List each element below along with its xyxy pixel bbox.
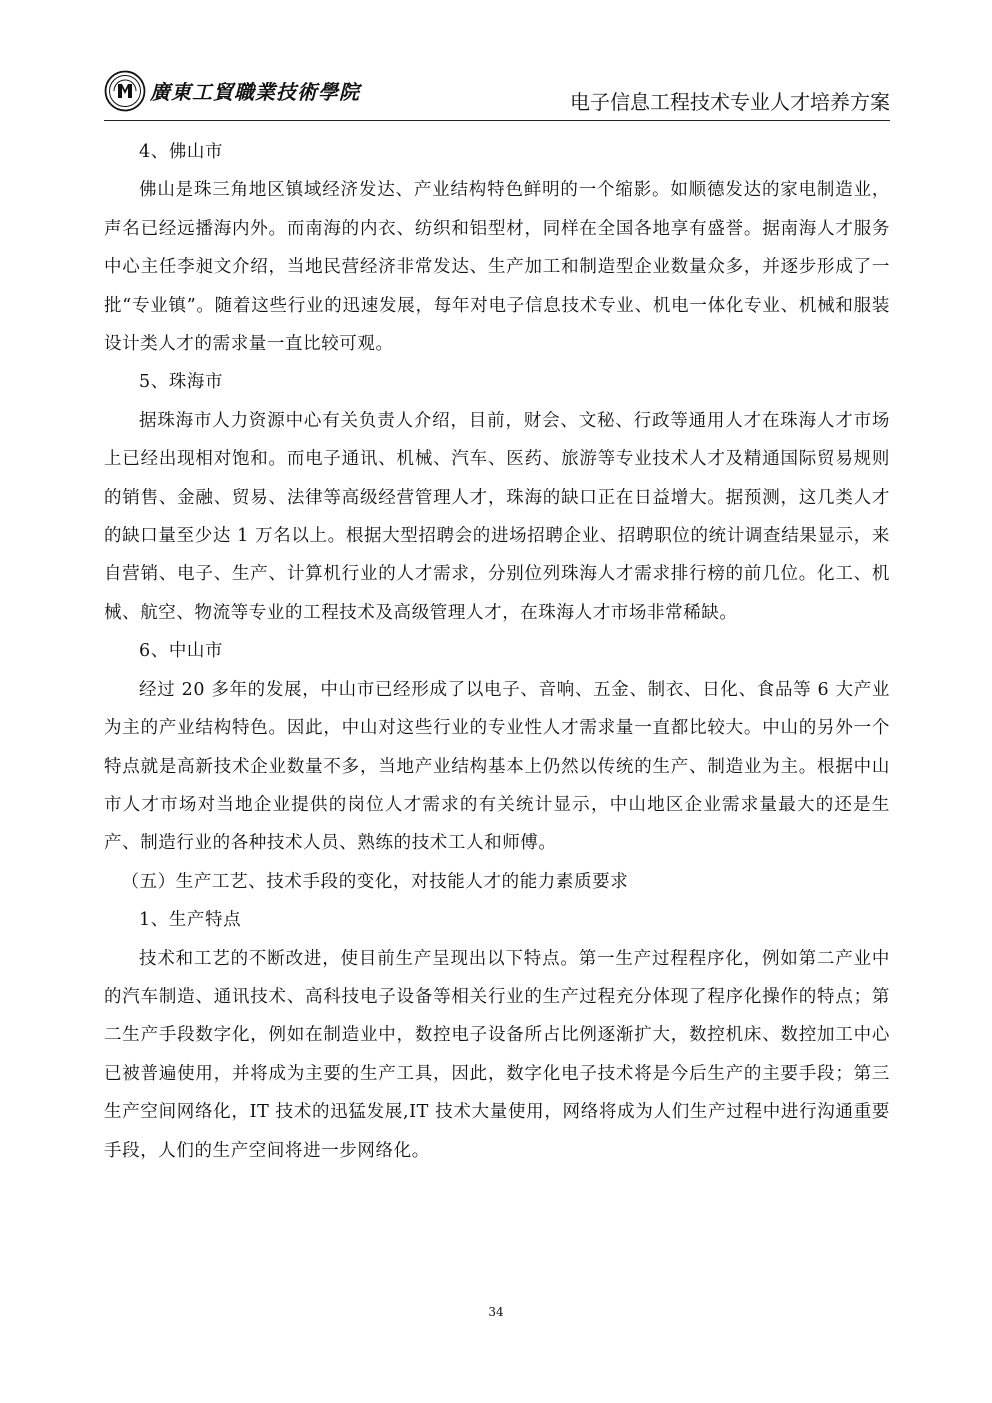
subheading-zhuhai: 5、珠海市 bbox=[139, 372, 224, 393]
subheading-production-features: 1、生产特点 bbox=[139, 910, 242, 931]
school-name: 廣東工貿職業技術學院 bbox=[150, 80, 360, 104]
paragraph-zhuhai: 据珠海市人力资源中心有关负责人介绍，目前，财会、文秘、行政等通用人才在珠海人才市场上已经出现相对饱和。而电子通讯、机械、汽车、医药、旅游等专业技术人才及精通国际贸易规则的销售、金融、贸易、法律等高级经营管理人才，珠海的缺口正在日益增大。据预测，这几类人才的缺口量至少达 1 万名以上。根据大型招聘会的进场招聘企业、招聘职位的统计调查结果显示，来自营销、电子、生产、计算机行业的人才需求，分别位列珠海人才需求排行榜的前几位。化工、机械、航空、物流等专业的工程技术及高级管理人才，在珠海人才市场非常稀缺。 bbox=[104, 410, 890, 623]
document-title: 电子信息工程技术专业人才培养方案 bbox=[570, 90, 890, 114]
header-divider bbox=[104, 120, 890, 121]
paragraph-zhongshan: 经过 20 多年的发展，中山市已经形成了以电子、音响、五金、制衣、日化、食品等 6 大产业为主的产业结构特色。因此，中山对这些行业的专业性人才需求量一直都比较大。中山的另外一个特点就是高新技术企业数量不多，当地产业结构基本上仍然以传统的生产、制造业为主。根据中山市人才市场对当地企业提供的岗位人才需求的有关统计显示，中山地区企业需求量最大的还是生产、制造行业的各种技术人员、熟练的技术工人和师傅。 bbox=[104, 679, 890, 854]
subheading-zhongshan: 6、中山市 bbox=[139, 641, 224, 662]
section-heading-five: （五）生产工艺、技术手段的变化，对技能人才的能力素质要求 bbox=[121, 871, 629, 892]
page-header bbox=[104, 66, 890, 116]
school-logo-icon bbox=[104, 70, 146, 112]
paragraph-foshan: 佛山是珠三角地区镇域经济发达、产业结构特色鲜明的一个缩影。如顺德发达的家电制造业，声名已经远播海内外。而南海的内衣、纺织和铝型材，同样在全国各地享有盛誉。据南海人才服务中心主任李昶文介绍，当地民营经济非常发达、生产加工和制造型企业数量众多，并逐步形成了一批“专业镇”。随着这些行业的迅速发展，每年对电子信息技术专业、机电一体化专业、机械和服装设计类人才的需求量一直比较可观。 bbox=[104, 180, 890, 355]
document-body bbox=[104, 133, 890, 1170]
subheading-foshan: 4、佛山市 bbox=[139, 142, 224, 162]
paragraph-production-features: 技术和工艺的不断改进，使目前生产呈现出以下特点。第一生产过程程序化，例如第二产业中的汽车制造、通讯技术、高科技电子设备等相关行业的生产过程充分体现了程序化操作的特点；第二生产手段数字化，例如在制造业中，数控电子设备所占比例逐渐扩大，数控机床、数控加工中心已被普遍使用，并将成为主要的生产工具，因此，数字化电子技术将是今后生产的主要手段；第三生产空间网络化，IT 技术的迅猛发展,IT 技术大量使用，网络将成为人们生产过程中进行沟通重要手段，人们的生产空间将进一步网络化。 bbox=[104, 948, 890, 1161]
page-number: 34 bbox=[488, 1305, 504, 1319]
